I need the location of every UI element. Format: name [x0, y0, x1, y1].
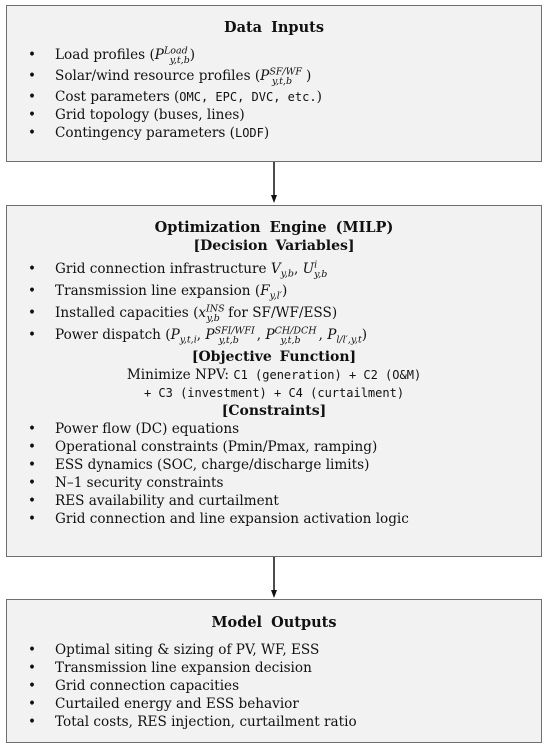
list-item: • Transmission line expansion $(F_{y,l'})$ — [7, 282, 541, 300]
list-item: • Grid connection capacities — [7, 677, 541, 695]
list-item: • Cost parameters (OMC, EPC, DVC, etc.) — [7, 88, 541, 106]
objective-line-2: + C3 (investment) + C4 (curtailment) — [143, 386, 405, 400]
data-inputs-box — [6, 5, 542, 162]
model-outputs-box — [6, 599, 542, 743]
constraints-header: [Constraints] — [221, 403, 327, 419]
model-outputs-list — [7, 641, 541, 731]
list-item: • Load profiles $(P^{Load}_{y,t,b})$ — [7, 46, 541, 64]
list-item: • RES availability and curtailment — [7, 492, 541, 510]
list-item: • Optimal siting & sizing of PV, WF, ESS — [7, 641, 541, 659]
list-item: • Curtailed energy and ESS behavior — [7, 695, 541, 713]
list-item: • Power flow (DC) equations — [7, 420, 541, 438]
flow-arrow-1 — [271, 162, 277, 204]
list-item: • ESS dynamics (SOC, charge/discharge limits) — [7, 456, 541, 474]
data-inputs-title: Data Inputs — [224, 19, 324, 36]
list-item: • N–1 security constraints — [7, 474, 541, 492]
engine-title: Optimization Engine (MILP) — [154, 219, 394, 236]
flow-arrow-2 — [271, 557, 277, 599]
constraints-list — [7, 420, 541, 528]
list-item: • Installed capacities ($x^{INS}_{y,b}$ for SF/WF/ESS) — [7, 304, 541, 322]
decision-variables-header: [Decision Variables] — [193, 238, 355, 254]
list-item: • Grid connection infrastructure $V_{y,b}$, $U^i_{y,b}$ — [7, 260, 541, 278]
optimization-engine-box — [6, 205, 542, 557]
model-outputs-title: Model Outputs — [211, 614, 337, 631]
list-item: • Operational constraints (Pmin/Pmax, ramping) — [7, 438, 541, 456]
list-item: • Contingency parameters (LODF) — [7, 124, 541, 142]
list-item: • Solar/wind resource profiles ($P^{SF/WF}_{y,t,b}$ ) — [7, 67, 541, 85]
objective-line-1: Minimize NPV: C1 (generation) + C2 (O&M) — [126, 367, 422, 383]
data-inputs-list — [7, 46, 541, 142]
decision-variables-list — [7, 260, 541, 344]
list-item: • Grid connection and line expansion activation logic — [7, 510, 541, 528]
objective-function-header: [Objective Function] — [191, 349, 357, 365]
list-item: • Total costs, RES injection, curtailment ratio — [7, 713, 541, 731]
list-item: • Transmission line expansion decision — [7, 659, 541, 677]
list-item: • Grid topology (buses, lines) — [7, 106, 541, 124]
list-item: • Power dispatch ($P_{y,t,i}$, $P^{SFI/WFI}_{y,t,b}$ , $P^{CH/DCH}_{y,t,b}$ , $P_{l/l',y,t}$) — [7, 326, 541, 344]
